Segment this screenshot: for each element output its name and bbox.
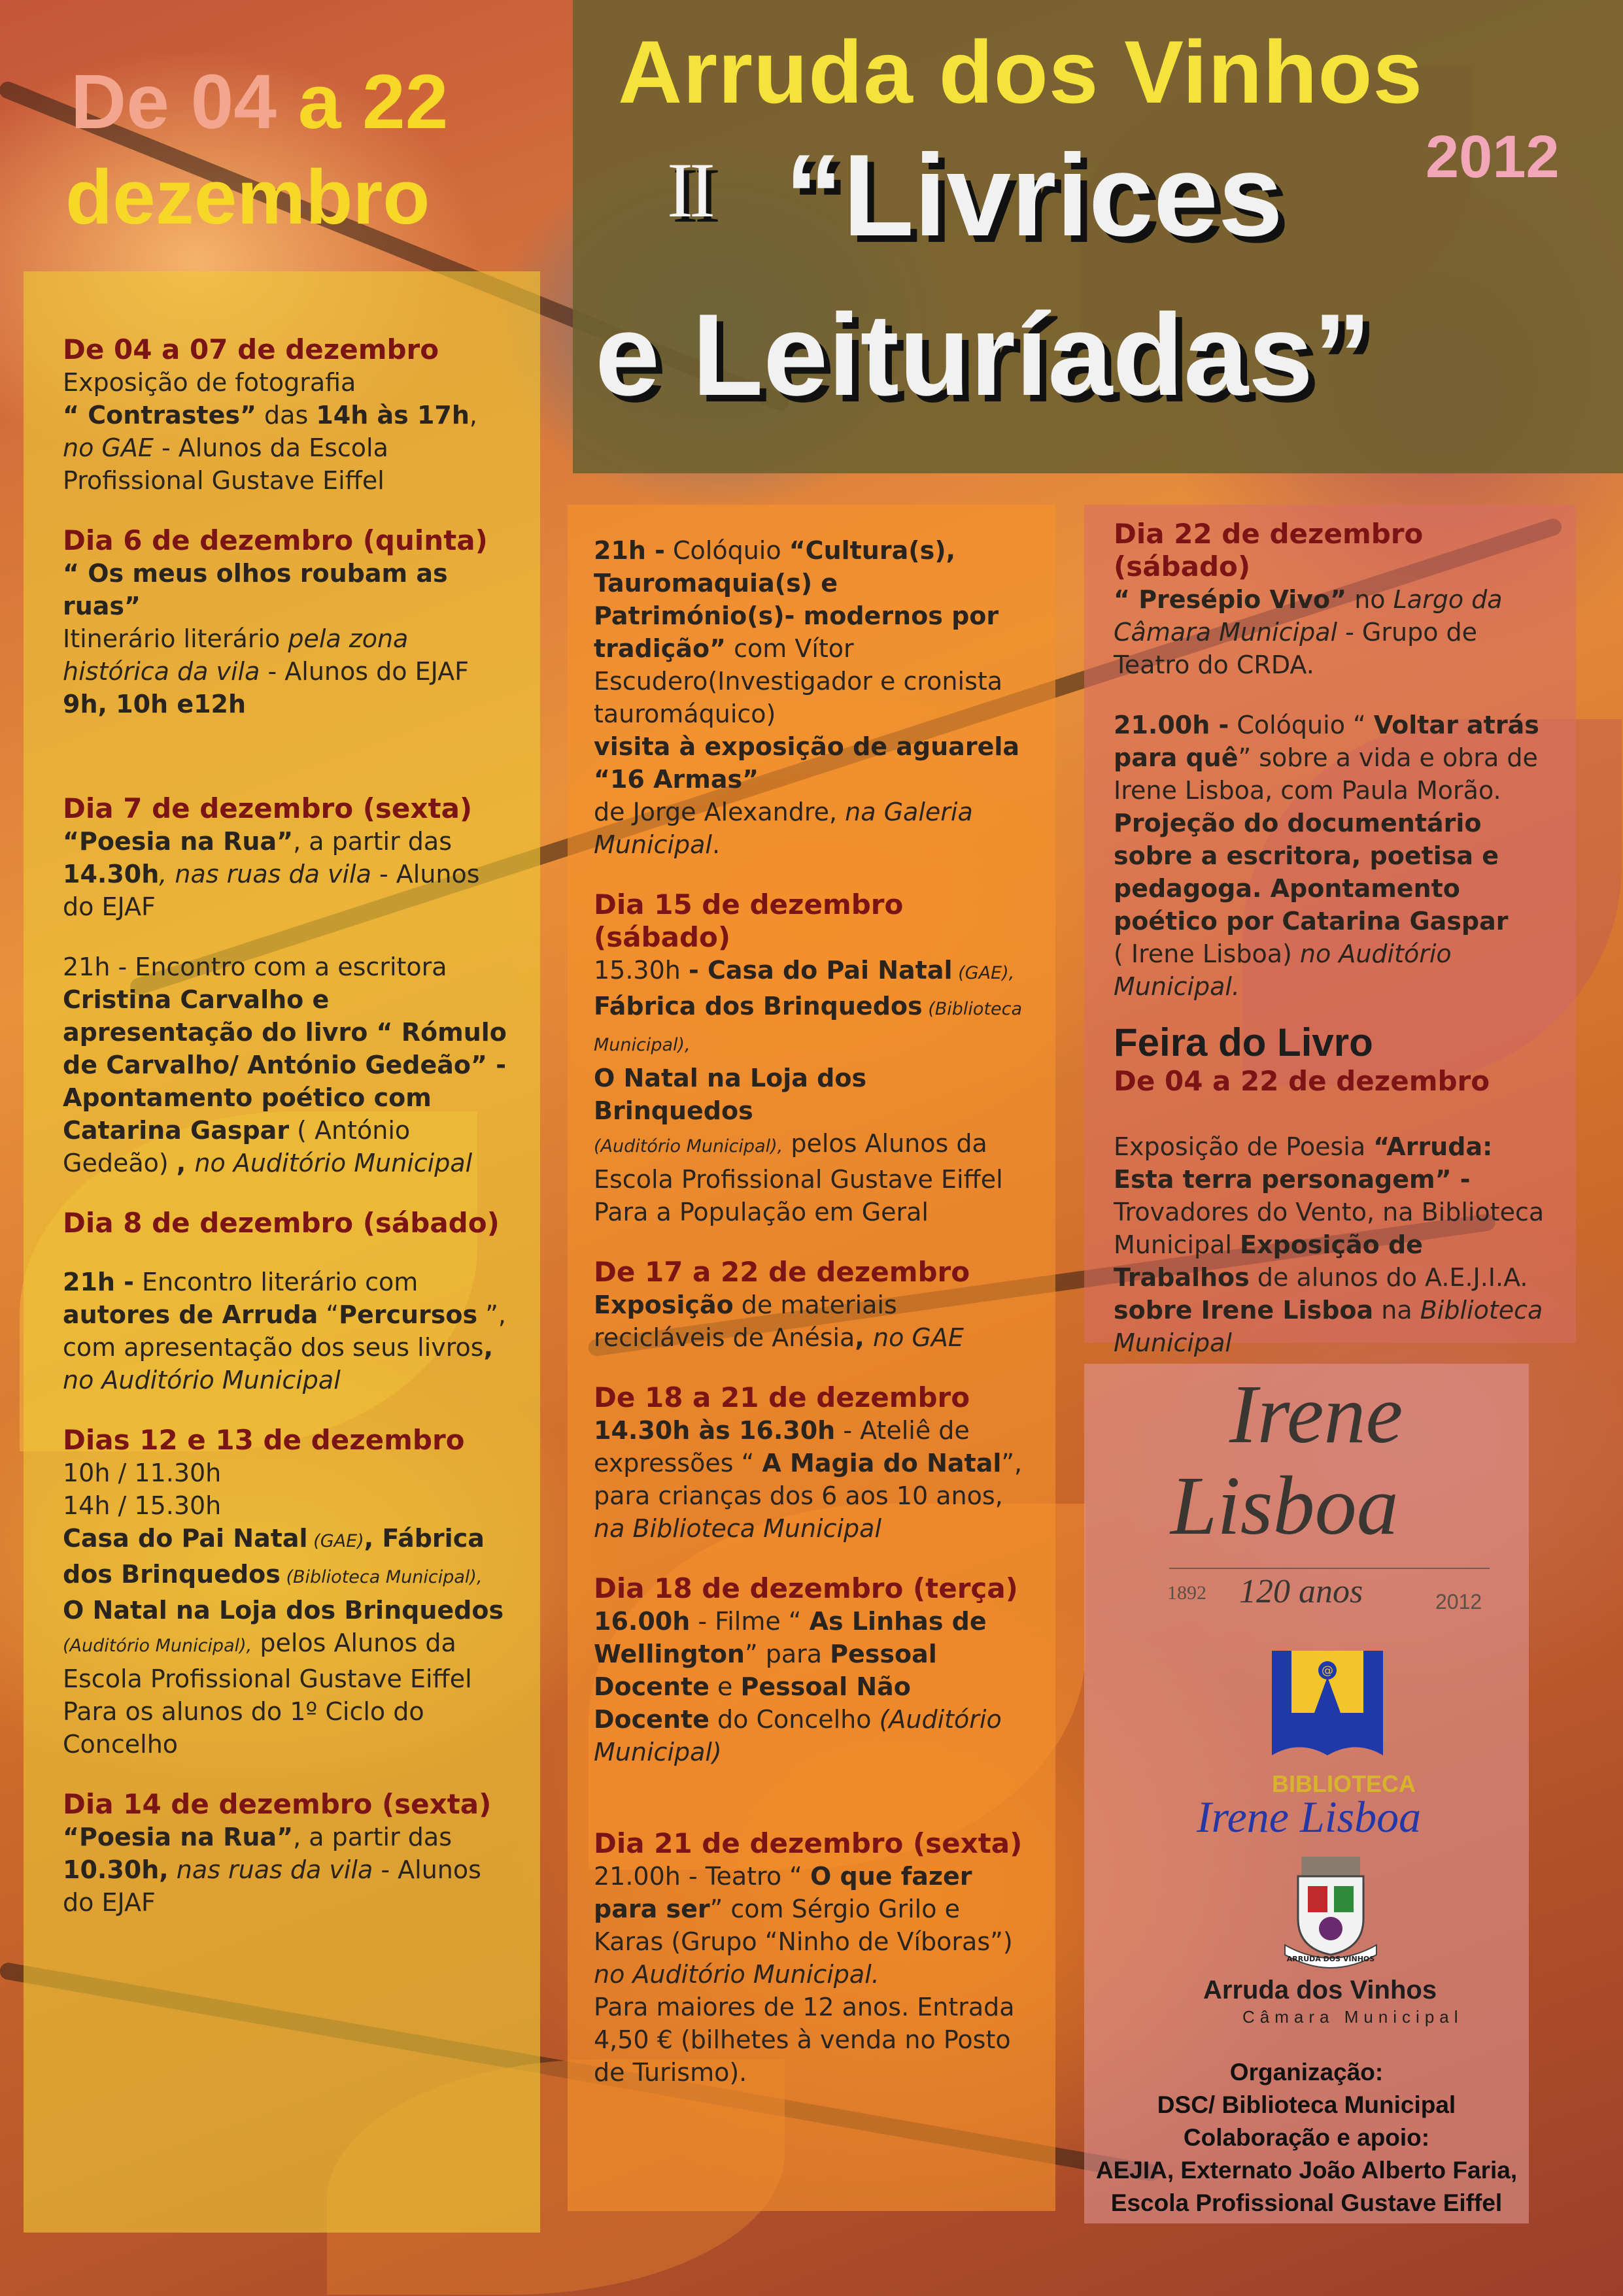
event-date: Dia 8 de dezembro (sábado) <box>63 1207 500 1239</box>
event-block <box>594 534 1032 861</box>
event-text: do Concelho <box>709 1705 880 1734</box>
edition-numeral: II <box>667 146 711 233</box>
event-text: pelos Alunos da Escola Profissional Gustave Eiffel Para a População em Geral <box>594 1129 1003 1226</box>
date-range-month: dezembro <box>65 154 430 241</box>
event-venue: (Auditório Municipal) <box>594 1705 1002 1766</box>
event-audience: Pessoal Não Docente <box>594 1672 911 1734</box>
event-text: com Vítor Escudero(Investigador e cronista tauromáquico) <box>594 634 1003 728</box>
event-title: autores de Arruda <box>63 1300 318 1329</box>
event-title: “ Presépio Vivo” <box>1114 585 1347 614</box>
library-label: BIBLIOTECA <box>1272 1770 1416 1797</box>
event-date: Dia 6 de dezembro (quinta) <box>63 524 488 556</box>
event-venue: no Auditório Municipal. <box>594 1960 880 1989</box>
irene-lisboa-script-first: Irene <box>1229 1368 1403 1460</box>
event-time: 21h - <box>594 536 665 565</box>
event-text: Colóquio “ <box>1229 711 1374 739</box>
library-logo-icon <box>1272 1651 1383 1772</box>
event-venue: (GAE), <box>952 963 1015 983</box>
event-text: ”, para crianças dos 6 aos 10 anos, <box>594 1449 1023 1510</box>
event-text: Para maiores de 12 anos. Entrada 4,50 € (bilhetes à venda no Posto de Turismo). <box>594 1993 1015 2087</box>
event-time: 14h às 17h <box>316 401 470 430</box>
event-title: Voltar atrás para quê <box>1114 711 1539 772</box>
event-text: ( António Gedeão) <box>63 1116 411 1177</box>
event-text: na <box>1373 1296 1420 1325</box>
event-text: ”, com apresentação dos seus livros <box>63 1300 506 1362</box>
event-title: Fábrica dos Brinquedos <box>63 1524 485 1589</box>
event-title: - Casa do Pai Natal <box>688 956 953 985</box>
event-title: Exposição de Trabalhos <box>1114 1230 1423 1292</box>
event-date: Dia 14 de dezembro (sexta) <box>63 1788 492 1820</box>
right-program-panel <box>1084 505 1576 1357</box>
event-block <box>63 1424 507 1761</box>
event-date: Dia 7 de dezembro (sexta) <box>63 792 473 824</box>
event-time: 14.30h às 16.30h <box>594 1416 836 1445</box>
town-title: Arruda dos Vinhos <box>618 22 1424 122</box>
event-text: . <box>711 830 721 859</box>
event-text: das <box>256 401 316 430</box>
event-title-line2: e Leituríadas” <box>595 290 1372 420</box>
event-block <box>63 951 507 1179</box>
event-venue: nas ruas da vila <box>168 1855 373 1884</box>
event-text: ” sobre a vida e obra de Irene Lisboa, com Paula Morão. <box>1114 743 1538 805</box>
event-text: ” para <box>745 1640 830 1668</box>
municipality-subtitle: Câmara Municipal <box>1242 2007 1463 2027</box>
event-block <box>1114 518 1552 681</box>
event-date: De 17 a 22 de dezembro <box>594 1256 970 1288</box>
middle-program-panel <box>568 505 1055 2211</box>
event-text: de Jorge Alexandre, <box>594 798 846 826</box>
event-title: “Poesia na Rua” <box>63 1823 294 1851</box>
event-time: 14h / 15.30h <box>63 1491 222 1520</box>
irene-lisboa-script-last: Lisboa <box>1170 1459 1399 1552</box>
event-time: 16.00h <box>594 1607 691 1636</box>
event-title: Cristina Carvalho e apresentação do livro “ Rómulo de Carvalho/ António Gedeão” - Apontamento poético com Catarina Gaspar <box>63 985 507 1145</box>
event-date: Dia 21 de dezembro (sexta) <box>594 1827 1023 1859</box>
event-time: 9h, 10h e12h <box>63 690 247 718</box>
event-venue: Biblioteca Municipal <box>1114 1296 1543 1357</box>
event-title: sobre Irene Lisboa <box>1114 1296 1374 1325</box>
organization-entity: DSC/ Biblioteca Municipal <box>1157 2091 1456 2118</box>
event-text: e <box>709 1672 741 1701</box>
support-entities: Escola Profissional Gustave Eiffel <box>1110 2189 1503 2216</box>
event-block <box>63 792 507 923</box>
municipality-name: Arruda dos Vinhos <box>1203 1976 1437 2004</box>
event-block <box>63 524 507 720</box>
event-block <box>1114 1130 1552 1359</box>
event-title: “Arruda: Esta terra personagem” - <box>1114 1132 1493 1194</box>
support-entities: AEJIA, Externato João Alberto Faria, <box>1095 2157 1518 2184</box>
date-range-end: a 22 <box>298 59 449 145</box>
event-title: “ Os meus olhos roubam as ruas” <box>63 559 448 620</box>
event-time: 10.30h, <box>63 1855 169 1884</box>
event-text: pelos Alunos da Escola Profissional Gustave Eiffel Para os alunos do 1º Ciclo do Concelho <box>63 1629 472 1759</box>
event-date: Dia 22 de dezembro (sábado) <box>1114 518 1424 582</box>
event-time: 15.30h <box>594 956 689 985</box>
event-title: Fábrica dos Brinquedos <box>594 992 923 1021</box>
book-fair-title: Feira do Livro <box>1114 1021 1373 1064</box>
event-text: - Alunos do EJAF <box>63 1855 481 1917</box>
municipal-crest-icon <box>1278 1857 1383 1971</box>
event-venue: no GAE <box>873 1323 964 1352</box>
event-text: - Alunos do EJAF <box>260 657 469 686</box>
event-time: 21.00h - <box>1114 711 1229 739</box>
event-date: De 04 a 07 de dezembro <box>63 333 439 365</box>
event-block <box>594 888 1032 1228</box>
svg-text:@: @ <box>1322 1664 1333 1678</box>
anniversary-label: 120 anos <box>1239 1573 1363 1610</box>
event-block <box>594 1256 1032 1354</box>
event-venue: (Biblioteca Municipal), <box>594 999 1023 1055</box>
event-text: Colóquio <box>664 536 789 565</box>
event-text: , <box>469 401 478 430</box>
support-label: Colaboração e apoio: <box>1183 2124 1430 2151</box>
event-date: De 18 a 21 de dezembro <box>594 1381 970 1413</box>
event-title-line1: “Livrices <box>785 130 1283 260</box>
event-text: 21h - Encontro com a escritora <box>63 953 447 981</box>
event-text: Exposição de fotografia <box>63 368 356 397</box>
anniversary-end-year: 2012 <box>1435 1590 1482 1613</box>
event-venue: pela zona histórica da vila <box>63 624 409 686</box>
event-venue: no Auditório Municipal <box>194 1149 473 1177</box>
event-venue: (Auditório Municipal), <box>594 1136 783 1156</box>
event-text: de alunos do A.E.J.I.A. <box>1249 1263 1528 1292</box>
event-title: As Linhas de Wellington <box>594 1607 987 1668</box>
event-venue: no GAE <box>63 433 154 462</box>
organization-label: Organização: <box>1229 2059 1384 2085</box>
event-text: “ <box>318 1300 339 1329</box>
event-venue: (Auditório Municipal), <box>63 1636 252 1656</box>
event-text: , <box>855 1323 874 1352</box>
event-text: Exposição de Poesia <box>1114 1132 1374 1161</box>
event-text: Itinerário literário <box>63 624 288 653</box>
event-block <box>594 1827 1032 2089</box>
event-text: Encontro literário com <box>133 1268 419 1296</box>
event-block <box>63 333 507 497</box>
left-program-panel <box>24 271 540 2233</box>
library-name: Irene Lisboa <box>1197 1792 1422 1842</box>
event-text: , <box>483 1333 494 1362</box>
event-time: 21h - <box>63 1268 134 1296</box>
event-text: , a partir das <box>293 827 452 856</box>
event-text: ( Irene Lisboa) <box>1114 939 1300 968</box>
event-block <box>594 1381 1032 1545</box>
event-text: - Alunos da Escola Profissional Gustave Eiffel <box>63 433 388 495</box>
event-title: “ Contrastes” <box>63 401 256 430</box>
event-title: Percursos <box>339 1300 478 1329</box>
event-text: - Grupo de Teatro do CRDA. <box>1114 618 1478 679</box>
event-title: “Poesia na Rua” <box>63 827 294 856</box>
event-text: - Ateliê de expressões “ <box>594 1416 970 1477</box>
event-title: Casa do Pai Natal <box>63 1524 308 1553</box>
event-block <box>594 1572 1032 1768</box>
event-date: Dias 12 e 13 de dezembro <box>63 1424 465 1456</box>
event-venue: no Auditório Municipal. <box>1114 939 1452 1001</box>
event-text: , <box>176 1149 195 1177</box>
event-text: ” com Sérgio Grilo e Karas (Grupo “Ninho de Víboras”) <box>594 1895 1013 1956</box>
book-fair-block <box>1114 1020 1552 1098</box>
event-venue: (Biblioteca Municipal), <box>280 1567 483 1587</box>
organization-credits <box>1084 2056 1529 2220</box>
book-fair-date: De 04 a 22 de dezembro <box>1114 1065 1490 1097</box>
event-block <box>63 1788 507 1919</box>
anniversary-start-year: 1892 <box>1167 1582 1206 1604</box>
year-label: 2012 <box>1426 124 1560 190</box>
event-text: , a partir das <box>293 1823 452 1851</box>
event-venue: Largo da Câmara Municipal <box>1114 585 1503 647</box>
event-time: 14.30h <box>63 860 160 888</box>
date-range-line1 <box>71 58 448 146</box>
event-date: Dia 15 de dezembro (sábado) <box>594 888 904 953</box>
event-title: O que fazer para ser <box>594 1862 972 1923</box>
event-title: O Natal na Loja dos Brinquedos <box>594 1064 867 1125</box>
divider-line <box>1169 1568 1490 1569</box>
event-venue: , nas ruas da vila <box>159 860 371 888</box>
event-text: - Filme “ <box>690 1607 810 1636</box>
event-title: O Natal na Loja dos Brinquedos <box>63 1596 504 1625</box>
event-venue: (GAE) <box>307 1531 364 1551</box>
event-time: 10h / 11.30h <box>63 1459 222 1487</box>
event-text: de materiais recicláveis de Anésia <box>594 1291 897 1352</box>
event-venue: no Auditório Municipal <box>63 1366 341 1394</box>
event-text: , <box>364 1524 383 1553</box>
event-text: Trovadores do Vento, na Biblioteca Municipal <box>1114 1198 1545 1259</box>
event-title: Projeção do documentário sobre a escritora, poetisa e pedagoga. Apontamento poético por Catarina Gaspar <box>1114 809 1509 936</box>
event-title: “Cultura(s), Tauromaquia(s) e Património(s)- modernos por tradição” <box>594 536 999 663</box>
event-venue: na Biblioteca Municipal <box>594 1514 882 1543</box>
event-time: 21.00h - Teatro “ <box>594 1862 810 1891</box>
event-date: Dia 18 de dezembro (terça) <box>594 1572 1018 1604</box>
event-text: no <box>1346 585 1393 614</box>
event-title: A Magia do Natal <box>762 1449 1002 1477</box>
event-title: visita à exposição de aguarela “16 Armas” <box>594 732 1020 794</box>
event-audience: Pessoal Docente <box>594 1640 937 1701</box>
event-block <box>63 1207 507 1396</box>
crest-ribbon-text: ARRUDA DOS VINHOS <box>1286 1955 1375 1963</box>
event-title: Exposição <box>594 1291 734 1319</box>
date-range-start: De 04 <box>71 59 277 145</box>
event-block <box>1114 709 1552 1003</box>
event-text: - Alunos do EJAF <box>63 860 480 921</box>
event-venue: na Galeria Municipal <box>594 798 973 859</box>
